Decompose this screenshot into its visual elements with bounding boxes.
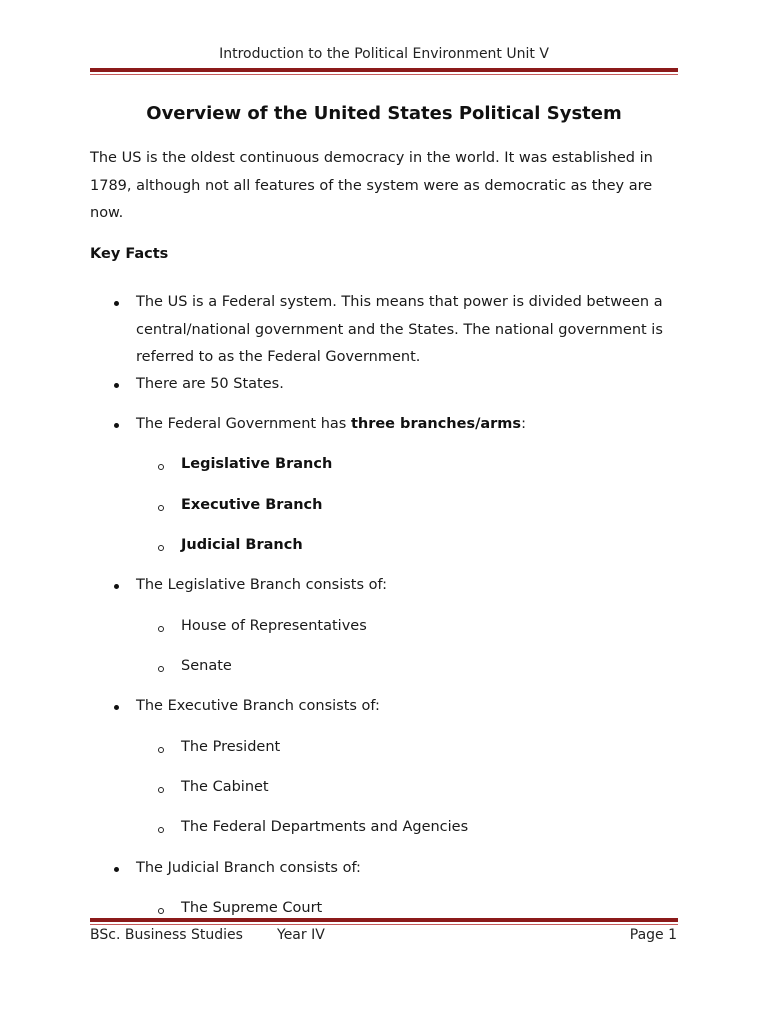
header-rule — [90, 68, 678, 75]
bullet-judicial-intro: The Judicial Branch consists of: — [136, 855, 680, 883]
page-header: Introduction to the Political Environment Unit V — [219, 46, 549, 62]
sub-item-judicial-branch: Judicial Branch — [181, 532, 661, 560]
bullet-legislative-intro: The Legislative Branch consists of: — [136, 572, 680, 600]
sub-item-cabinet: The Cabinet — [181, 774, 661, 802]
sub-item-departments: The Federal Departments and Agencies — [181, 814, 661, 842]
bullet-federal-system: The US is a Federal system. This means that power is divided between a central/national government and the States. The national government is referred to as the Federal Government. — [136, 289, 680, 372]
branches-intro-bold: three branches/arms — [350, 416, 522, 432]
sub-item-house: House of Representatives — [181, 613, 661, 641]
footer-rule — [90, 918, 678, 925]
sub-item-supreme-court: The Supreme Court — [181, 895, 661, 923]
sub-item-president: The President — [181, 734, 661, 762]
intro-paragraph: The US is the oldest continuous democracy in the world. It was established in 1789, although not all features of the system were as democratic as they are now. — [90, 150, 653, 221]
footer-page-number: Page 1 — [629, 927, 677, 943]
footer-year: Year IV — [277, 927, 325, 943]
footer-course: BSc. Business Studies — [90, 927, 243, 943]
bullet-executive-intro: The Executive Branch consists of: — [136, 693, 680, 721]
sub-item-senate: Senate — [181, 653, 661, 681]
bullet-branches-intro — [136, 411, 680, 439]
sub-item-executive-branch: Executive Branch — [181, 492, 661, 520]
sub-item-legislative-branch: Legislative Branch — [181, 451, 661, 479]
document-title: Overview of the United States Political System — [146, 103, 622, 124]
branches-intro-colon: : — [521, 416, 526, 432]
branches-intro-text: The Federal Government has — [136, 416, 351, 432]
bullet-states: There are 50 States. — [136, 371, 680, 399]
key-facts-heading: Key Facts — [90, 246, 169, 262]
